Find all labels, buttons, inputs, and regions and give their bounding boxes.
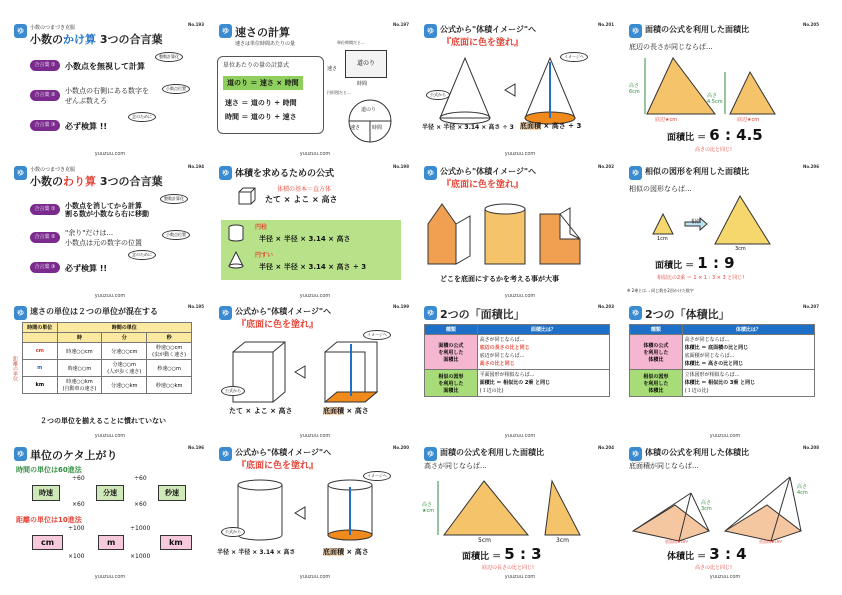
card-199	[215, 302, 415, 442]
cell: 分速○○km	[102, 377, 147, 394]
line: 体積比 ＝ 底面積の比と同じ	[684, 345, 749, 351]
title-b: かけ算	[63, 33, 96, 46]
card-201	[420, 20, 620, 160]
formula: 半径 × 半径 × 3.14 × 高さ	[217, 549, 296, 556]
subtitle: 底面積が同じならば...	[629, 462, 699, 470]
card-title	[235, 24, 295, 47]
base-2: 3cm	[556, 537, 569, 544]
line: 平面図形が相似ならば...	[479, 372, 535, 378]
rule-2: 小数点の右側にある数字を ぜんぶ数えろ	[65, 87, 149, 105]
rule-2: "余り"だけは... 小数点は元の数字の位置	[65, 229, 142, 247]
line: (１辺の比)	[479, 388, 504, 394]
row2-type: 相似の図形 を利用した 面積比	[425, 370, 478, 397]
height-2: 高さ 4cm	[797, 484, 808, 496]
bubble-image: イメージへ	[363, 471, 391, 481]
height-1: 高さ 6cm	[629, 83, 640, 95]
min-head: 分	[102, 333, 147, 343]
ratio-value: 3 : 4	[709, 545, 747, 563]
logo-icon: ゆ	[424, 306, 437, 320]
card-subtitle: 小数のつまづき克服	[30, 25, 76, 31]
footer: yuuzuu.com	[504, 293, 536, 299]
card-subtitle: 速さは単位時間あたりの量	[235, 41, 296, 47]
footer: yuuzuu.com	[94, 293, 126, 299]
bubble-3: 念のために	[128, 250, 156, 260]
card-number: No.205	[803, 22, 819, 27]
logo-icon: ゆ	[14, 447, 27, 461]
footer: yuuzuu.com	[504, 433, 536, 439]
op-1c: ÷60	[134, 475, 147, 482]
bubble-2: 小数点位置	[162, 84, 190, 94]
logo-icon: ゆ	[219, 447, 232, 461]
ratio-label: 面積比 ＝	[667, 133, 710, 143]
diagram-label-1: 単位時間だと...	[337, 40, 365, 45]
title-a: 小数の	[30, 175, 63, 188]
card-title	[30, 166, 162, 189]
card-195	[10, 302, 210, 442]
base-2: 底面積★cm²	[759, 539, 783, 544]
card-197	[215, 20, 415, 160]
pill-2: 合言葉 ②	[30, 232, 60, 243]
circle-left: 速さ	[350, 125, 361, 131]
footer: yuuzuu.com	[299, 293, 331, 299]
base-1: 5cm	[478, 537, 491, 544]
card-title: 体積を求めるための公式	[235, 169, 335, 179]
circle-right: 時間	[372, 125, 383, 131]
logo-icon: ゆ	[14, 24, 27, 38]
op-1d: ×60	[134, 501, 147, 508]
time-head: 時間の単位	[57, 323, 191, 333]
card-number: No.198	[393, 164, 409, 169]
card-203	[420, 302, 620, 442]
card-number: No.204	[598, 445, 614, 450]
sec-head: 秒	[147, 333, 192, 343]
title: 速さの計算	[235, 26, 290, 39]
unit-2a: cm	[32, 535, 63, 550]
bubble-1: 整数計算化	[155, 52, 183, 62]
len-2: 3cm	[735, 246, 746, 252]
formula-3: 時間 ＝ 道のり ÷ 速さ	[225, 113, 297, 121]
op-1a: ÷60	[72, 475, 85, 482]
card-204	[420, 443, 620, 583]
title-c: 3つの合言葉	[96, 33, 163, 46]
line: 高さが同じならば...	[479, 337, 525, 343]
card-194	[10, 162, 210, 302]
card-number: No.199	[393, 304, 409, 309]
card-200	[215, 443, 415, 583]
rule-1: 小数点を無視して計算	[65, 62, 145, 71]
corner: 時間の単位	[23, 323, 58, 333]
line: (１辺の比)	[684, 388, 709, 394]
logo-icon: ゆ	[629, 24, 642, 38]
logo-icon: ゆ	[629, 166, 642, 180]
logo-icon: ゆ	[629, 306, 642, 320]
formula-1: 道のり ＝ 速さ × 時間	[223, 76, 303, 90]
logo-icon: ゆ	[629, 447, 642, 461]
box-title: 単位あたりの量の計算式	[223, 62, 290, 69]
similar-label: 相似	[691, 219, 702, 225]
ratio	[667, 545, 747, 563]
cylinder-diagram	[215, 473, 415, 553]
logo-icon: ゆ	[424, 24, 437, 38]
subtitle: 底辺の長さが同じならば...	[629, 43, 713, 51]
cuboid-diagram	[215, 332, 415, 412]
card-title	[645, 24, 749, 35]
footer: yuuzuu.com	[709, 433, 741, 439]
base-1: 底面積★cm²	[665, 539, 689, 544]
prism-shapes	[420, 194, 620, 274]
card-title: 体積の公式を利用した体積比	[645, 448, 749, 457]
area-rect: 道のり	[345, 50, 387, 78]
circle-top: 道のり	[361, 107, 377, 113]
footer: yuuzuu.com	[299, 574, 331, 580]
rule-3: 必ず検算 !!	[65, 122, 108, 131]
triangles	[420, 473, 620, 543]
row1-type: 面積の公式 を利用した 面積比	[425, 335, 478, 370]
base-formula: たて × よこ × 高さ	[265, 195, 338, 204]
ratio	[655, 254, 735, 272]
unit-table: 時間の単位 時間の単位 時 分 秒 cm 時速○○cm 分速○○cm 秒速○○cm (虫が動く速さ) m 時速○○m 分速○○m (人が歩く速さ) 秒速○○m km 時速○○km (自動車の速さ) 分速○○km 秒速○○km	[22, 322, 192, 394]
red-slogan: 『底面に色を塗れ』	[237, 461, 319, 471]
formula: たて × よこ × 高さ	[229, 407, 293, 415]
logo-icon: ゆ	[14, 306, 27, 320]
unit-2b: m	[98, 535, 124, 550]
logo-icon: ゆ	[219, 306, 232, 320]
note: 底辺の長さの比と同じ!	[482, 565, 535, 571]
line: 面積比 ＝ 相似比の 2乗 と同じ	[479, 380, 551, 386]
bubble-formula: 公式から	[221, 527, 245, 537]
footer: yuuzuu.com	[94, 151, 126, 157]
cone-formula: 半径 × 半径 × 3.14 × 高さ ÷ 3	[259, 263, 367, 271]
card-number: No.208	[803, 445, 819, 450]
cell: 時速○○cm	[57, 343, 102, 360]
footer: yuuzuu.com	[94, 574, 126, 580]
unit-1c: 秒速	[158, 485, 186, 501]
formula-2: 速さ ＝ 道のり ÷ 時間	[225, 99, 297, 107]
ratio-label: 面積比 ＝	[462, 552, 505, 562]
card-title: 速さの単位は２つの単位が混在する	[30, 307, 158, 316]
bubble-image: イメージへ	[363, 330, 391, 340]
cone-icon	[227, 250, 245, 270]
card-title: 2つの「体積比」	[645, 308, 730, 321]
footer: yuuzuu.com	[709, 574, 741, 580]
cell: cm	[23, 343, 58, 360]
cell: 秒速○○m	[147, 360, 192, 377]
card-198	[215, 162, 415, 302]
ratio	[667, 126, 763, 144]
formula-image	[323, 406, 369, 416]
logo-icon: ゆ	[424, 166, 437, 180]
card-title: 2つの「面積比」	[440, 308, 525, 321]
unit-1a: 時速	[32, 485, 60, 501]
op-2d: ×1000	[130, 553, 151, 560]
section-1: 時間の単位は60進法	[16, 466, 82, 474]
th-type: 種類	[425, 325, 478, 335]
footnote: ※ 2乗とは... 同じ数を2回かけた数字	[627, 288, 694, 293]
formula-image	[520, 121, 581, 131]
card-title: 公式から"体積イメージ"へ	[235, 307, 332, 316]
cell: 時速○○m	[57, 360, 102, 377]
red-slogan: 『底面に色を塗れ』	[442, 38, 524, 48]
card-number: No.195	[188, 304, 204, 309]
height-1: 高さ 3cm	[701, 500, 712, 512]
title-a: 小数の	[30, 33, 63, 46]
formula-image	[323, 547, 369, 557]
base-area: 底面積	[323, 548, 344, 556]
title-b: わり算	[63, 175, 96, 188]
bubble-formula: 公式から	[221, 386, 245, 396]
similar-triangles	[625, 194, 825, 254]
unit-2c: km	[160, 535, 192, 550]
side-label: 距離の単位	[12, 356, 18, 381]
card-number: No.197	[393, 22, 409, 27]
card-208	[625, 443, 825, 583]
card-number: No.194	[188, 164, 204, 169]
card-number: No.202	[598, 164, 614, 169]
base-area: 底面積	[520, 122, 541, 130]
footer: yuuzuu.com	[299, 151, 331, 157]
cone-diagram	[420, 50, 620, 130]
logo-icon: ゆ	[219, 166, 232, 180]
cuboid-icon	[237, 186, 257, 206]
subtitle: 高さが同じならば...	[424, 462, 487, 470]
pill-1: 合言葉 ①	[30, 204, 60, 215]
card-subtitle: 小数のつまづき克服	[30, 167, 76, 173]
row1-type: 体積の公式 を利用した 体積比	[630, 335, 683, 370]
row2-type: 相似の図形 を利用した 体積比	[630, 370, 683, 397]
line: 立体図形が相似ならば...	[684, 372, 740, 378]
note: 相似比の2乗 ＝ 1 × 1 : 3 × 3 と同じ!	[657, 275, 745, 281]
bubble-image: イメージへ	[560, 52, 588, 62]
cell: 時速○○km (自動車の速さ)	[57, 377, 102, 394]
th-type: 種類	[630, 325, 683, 335]
diagram-label-4: 時間	[357, 81, 368, 87]
card-title: 相似の図形を利用した面積比	[645, 167, 749, 176]
pill-2: 合言葉 ②	[30, 90, 60, 101]
card-number: No.200	[393, 445, 409, 450]
note: 高さの比と同じ!	[695, 565, 733, 571]
bubble-2: 小数点位置	[162, 230, 190, 240]
card-207	[625, 302, 825, 442]
card-title	[30, 24, 162, 47]
line: 高さの比と同じ	[479, 361, 515, 367]
logo-icon: ゆ	[424, 447, 437, 461]
card-title: 公式から"体積イメージ"へ	[235, 448, 332, 457]
pill-3: 合言葉 ③	[30, 262, 60, 273]
cone-label: 円すい	[255, 252, 274, 259]
rule-3: 必ず検算 !!	[65, 264, 108, 273]
pill-3: 合言葉 ③	[30, 120, 60, 131]
footer: yuuzuu.com	[504, 574, 536, 580]
logo-icon: ゆ	[14, 166, 27, 180]
len-1: 1cm	[657, 236, 668, 242]
title-c: 3つの合言葉	[96, 175, 163, 188]
line: 高さが同じならば...	[684, 337, 730, 343]
card-title: 面積の公式を利用した面積比	[440, 448, 544, 457]
subtitle: 相似の図形ならば...	[629, 185, 692, 193]
th-ratio: 面積比は？	[477, 325, 609, 335]
th-ratio: 体積比は？	[682, 325, 814, 335]
diagram-label-2: 速さ	[327, 66, 338, 72]
base-label: 体積の基本＝直方体	[277, 186, 332, 193]
cylinder-icon	[227, 224, 245, 242]
card-number: No.207	[803, 304, 819, 309]
logo-icon: ゆ	[219, 24, 232, 38]
cell: 分速○○m (人が歩く速さ)	[102, 360, 147, 377]
title: 面積の公式を利用した面積比	[645, 25, 749, 34]
card-196	[10, 443, 210, 583]
line: 体積比 ＝ 相似比の 3乗 と同じ	[684, 380, 756, 386]
op-2c: ÷1000	[130, 525, 151, 532]
ratio-value: 1 : 9	[697, 254, 735, 272]
base-2: 底辺★cm	[737, 117, 760, 123]
times-height: × 高さ	[344, 407, 369, 415]
circle-diagram	[347, 98, 393, 144]
area-ratio-table	[424, 324, 610, 397]
card-number: No.206	[803, 164, 819, 169]
ratio	[462, 545, 542, 563]
ratio-value: 5 : 3	[504, 545, 542, 563]
footer: yuuzuu.com	[94, 433, 126, 439]
card-number: No.196	[188, 445, 204, 450]
cell: 秒速○○km	[147, 377, 192, 394]
times-height: × 高さ	[344, 548, 369, 556]
volume-ratio-table	[629, 324, 815, 397]
line: 底辺の長さの比と同じ	[479, 345, 530, 351]
red-slogan: 『底面に色を塗れ』	[237, 320, 319, 330]
times-height: × 高さ ÷ 3	[541, 122, 582, 130]
ratio-label: 面積比 ＝	[655, 261, 698, 271]
cell: m	[23, 360, 58, 377]
card-title: 公式から"体積イメージ"へ	[440, 25, 537, 34]
height: 高さ ★cm	[422, 502, 435, 514]
op-2b: ×100	[68, 553, 85, 560]
cell: km	[23, 377, 58, 394]
card-title: 公式から"体積イメージ"へ	[440, 167, 537, 176]
line: 体積比 ＝ 高さの比と同じ	[684, 361, 744, 367]
footer: yuuzuu.com	[299, 433, 331, 439]
section-2: 距離の単位は10進法	[16, 516, 82, 524]
card-205	[625, 20, 825, 160]
base-area: 底面積	[323, 407, 344, 415]
note: どこを底面にするかを考える事が大事	[440, 275, 559, 283]
cylinder-label: 円柱	[255, 224, 268, 231]
base-1: 底辺★cm	[655, 117, 678, 123]
rule-1: 小数点を消してから計算 割る数が小数なら右に移動	[65, 202, 149, 218]
card-title: 単位のケタ上がり	[30, 449, 118, 462]
op-1b: ×60	[72, 501, 85, 508]
pyramids	[625, 471, 825, 551]
triangles	[625, 52, 825, 122]
red-slogan: 『底面に色を塗れ』	[442, 180, 524, 190]
ratio-label: 体積比 ＝	[667, 552, 710, 562]
note: 高さの比と同じ!	[695, 147, 733, 153]
footer: yuuzuu.com	[504, 151, 536, 157]
op-2a: ÷100	[68, 525, 85, 532]
cell: 秒速○○cm (虫が動く速さ)	[147, 343, 192, 360]
card-number: No.201	[598, 22, 614, 27]
pill-1: 合言葉 ①	[30, 60, 60, 71]
diagram-label-5: 円形図だと...	[327, 90, 351, 95]
cylinder-formula: 半径 × 半径 × 3.14 × 高さ	[259, 235, 351, 243]
cell: 分速○○cm	[102, 343, 147, 360]
note: ２つの単位を揃えることに慣れていない	[40, 417, 166, 425]
card-206	[625, 162, 825, 302]
unit-1b: 分速	[96, 485, 124, 501]
bubble-1: 整数計算化	[160, 194, 188, 204]
line: 底面積が同じならば...	[684, 353, 735, 359]
card-number: No.193	[188, 22, 204, 27]
card-number: No.203	[598, 304, 614, 309]
formula: 半径 × 半径 × 3.14 × 高さ ÷ 3	[422, 124, 514, 131]
height-2: 高さ 4.5cm	[707, 93, 723, 105]
bubble-3: 念のために	[128, 112, 156, 122]
card-202	[420, 162, 620, 302]
ratio-value: 6 : 4.5	[709, 126, 763, 144]
line: 底辺が同じならば...	[479, 353, 525, 359]
card-193	[10, 20, 210, 160]
bubble-formula: 公式から	[426, 90, 450, 100]
